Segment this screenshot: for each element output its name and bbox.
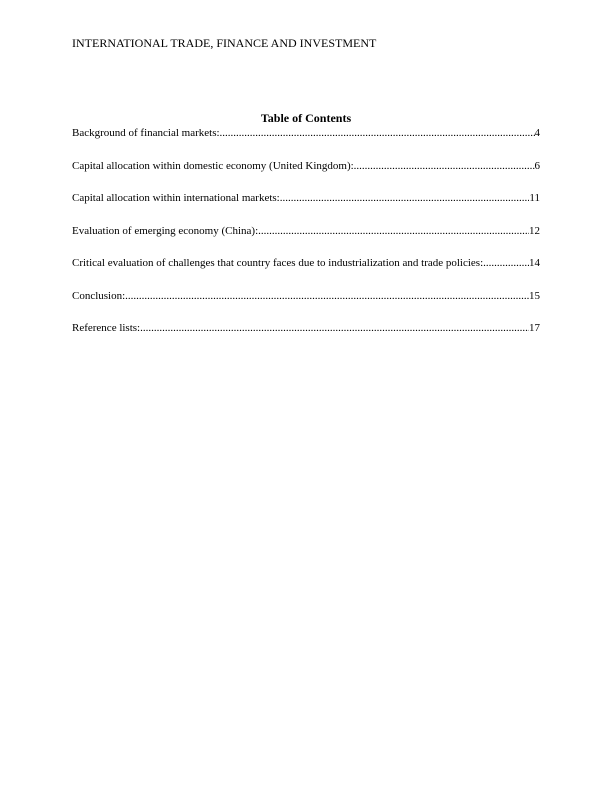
running-header: INTERNATIONAL TRADE, FINANCE AND INVESTMENT — [72, 36, 377, 50]
toc-entry-text: Capital allocation within international markets: — [72, 192, 280, 204]
toc-dot-leader — [125, 289, 529, 303]
toc-page-number: 15 — [529, 289, 540, 302]
toc-dot-leader — [140, 321, 529, 335]
toc-dot-leader — [280, 191, 530, 205]
toc-entry-challenges[interactable] — [72, 256, 540, 270]
toc-entry-text: Conclusion: — [72, 289, 126, 302]
toc-entry-background[interactable] — [72, 126, 540, 140]
toc-entry-text: Reference lists: — [72, 322, 141, 334]
toc-dot-leader — [354, 159, 535, 173]
toc-page-number: 14 — [529, 257, 540, 269]
toc-entry-text: Background of financial markets: — [72, 127, 220, 139]
toc-title: Table of Contents — [260, 111, 352, 125]
toc-entry-text: Capital allocation within domestic economy (United Kingdom): — [72, 159, 354, 172]
toc-dot-leader — [220, 126, 535, 140]
toc-entry-international-allocation[interactable] — [72, 191, 540, 205]
toc-page-number: 11 — [529, 192, 540, 204]
toc-entry-references[interactable] — [72, 321, 540, 335]
toc-dot-leader — [258, 224, 529, 238]
toc-page-number: 4 — [534, 127, 540, 139]
table-of-contents — [72, 126, 540, 354]
toc-entry-emerging-economy[interactable] — [72, 224, 540, 238]
toc-dot-leader — [483, 256, 529, 270]
toc-entry-domestic-allocation[interactable] — [72, 159, 540, 173]
toc-page-number: 17 — [529, 322, 540, 334]
toc-page-number: 12 — [529, 224, 540, 237]
toc-entry-text: Critical evaluation of challenges that country faces due to industrialization and trade policies: — [72, 257, 484, 269]
toc-page-number: 6 — [534, 159, 540, 172]
toc-entry-text: Evaluation of emerging economy (China): — [72, 224, 259, 237]
toc-entry-conclusion[interactable] — [72, 289, 540, 303]
